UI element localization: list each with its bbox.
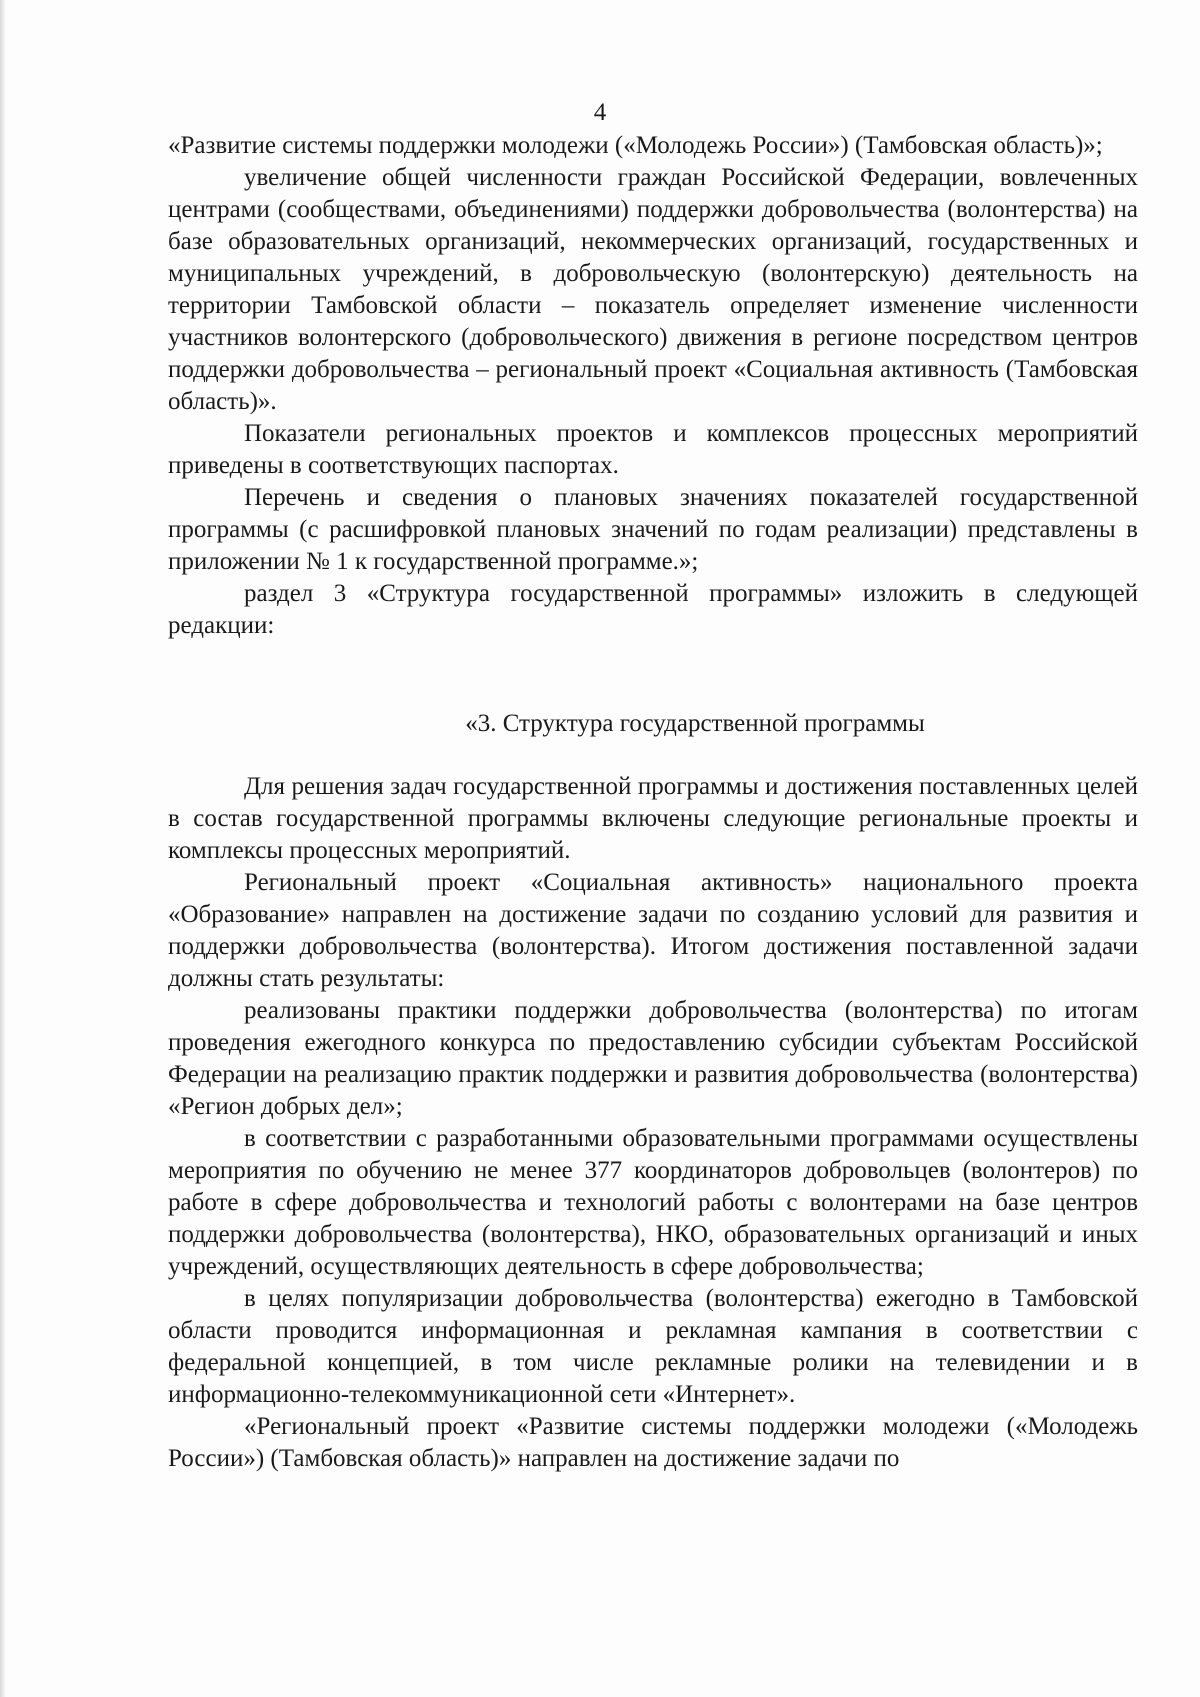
paragraph-section-3-amendment: раздел 3 «Структура государственной программы» изложить в следующей редакции: <box>168 580 1138 639</box>
section-heading: «3. Структура государственной программы <box>465 710 925 737</box>
paragraph-result-campaign: в целях популяризации добровольчества (волонтерства) ежегодно в Тамбовской области проводится информационная и рекламная кампания в соответствии с федеральной концепцией, в том числе рекламные ролики на телевидении и в информационно-телекоммуникационной сети «Интернет». <box>168 1285 1138 1408</box>
page-number: 4 <box>593 99 607 126</box>
paragraph-structure-intro: Для решения задач государственной программы и достижения поставленных целей в состав государственной программы включены следующие региональные проекты и комплексы процессных мероприятий. <box>168 773 1138 864</box>
paragraph-continuation: «Развитие системы поддержки молодежи («Молодежь России») (Тамбовская область)»; <box>168 132 1103 159</box>
paragraph-social-activity-project: Региональный проект «Социальная активность» национального проекта «Образование» направлен на достижение задачи по созданию условий для развития и поддержки добровольчества (волонтерства). Итогом достижения поставленной задачи должны стать результаты: <box>168 869 1138 992</box>
scan-shadow <box>0 0 6 1697</box>
section-b-text <box>168 771 1138 1475</box>
paragraph-result-training: в соответствии с разработанными образовательными программами осуществлены мероприятия по обучению не менее 377 координаторов добровольцев (волонтеров) по работе в сфере добровольчества и технологий работы с волонтерами на базе центров поддержки добровольчества (волонтерства), НКО, образовательных организаций и иных учреждений, осуществляющих деятельность в сфере добровольчества; <box>168 1125 1138 1280</box>
paragraph-youth-project: «Региональный проект «Развитие системы поддержки молодежи («Молодежь России») (Тамбовская область)» направлен на достижение задачи по <box>168 1413 1138 1472</box>
section-a-text <box>168 130 1138 642</box>
paragraph-indicators-list: Перечень и сведения о плановых значениях показателей государственной программы (с расшифровкой плановых значений по годам реализации) представлены в приложении № 1 к государственной программе.»; <box>168 484 1138 575</box>
paragraph-volunteer-indicator: увеличение общей численности граждан Российской Федерации, вовлеченных центрами (сообществами, объединениями) поддержки добровольчества (волонтерства) на базе образовательных организаций, некоммерческих организаций, государственных и муниципальных учреждений, в добровольческую (волонтерскую) деятельность на территории Тамбовской области – показатель определяет изменение численности участников волонтерского (добровольческого) движения в регионе посредством центров поддержки добровольчества – региональный проект «Социальная активность (Тамбовская область)». <box>168 164 1138 415</box>
paragraph-indicators-passports: Показатели региональных проектов и комплексов процессных мероприятий приведены в соответствующих паспортах. <box>168 420 1138 479</box>
paragraph-result-practices: реализованы практики поддержки добровольчества (волонтерства) по итогам проведения ежегодного конкурса по предоставлению субсидии субъектам Российской Федерации на реализацию практик поддержки и развития добровольчества (волонтерства) «Регион добрых дел»; <box>168 997 1138 1120</box>
